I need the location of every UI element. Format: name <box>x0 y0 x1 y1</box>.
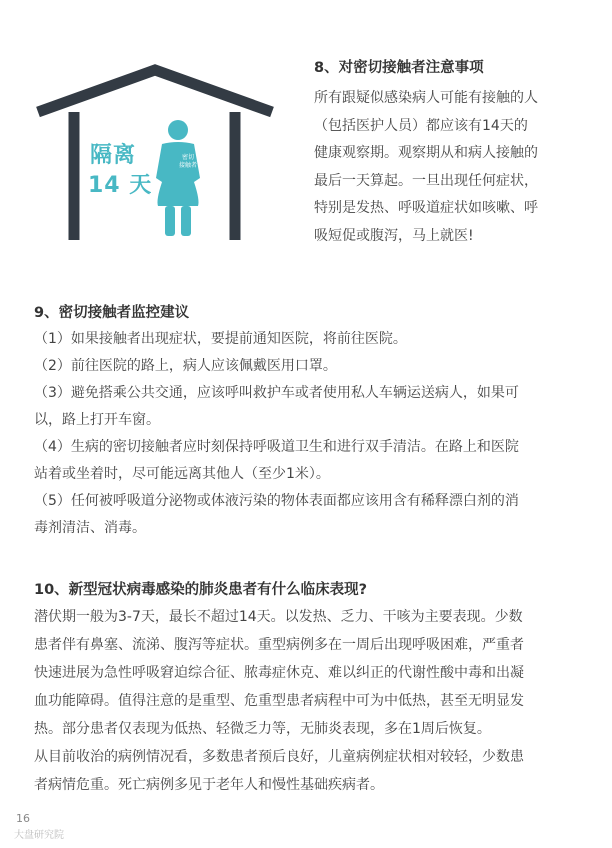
section-10-line: 者病情危重。死亡病例多见于老年人和慢性基础疾病者。 <box>34 777 384 793</box>
section-9-line: （1）如果接触者出现症状，要提前通知医院，将前往医院。 <box>34 331 407 347</box>
section-10-line: 热。部分患者仅表现为低热、轻微乏力等，无肺炎表现，多在1周后恢复。 <box>34 721 491 737</box>
section-9 <box>34 301 582 542</box>
house-icon <box>30 60 280 250</box>
section-10-line: 潜伏期一般为3-7天，最长不超过14天。以发热、乏力、干咳为主要表现。少数 <box>34 609 523 625</box>
watermark: 大盘研究院 <box>14 830 64 841</box>
section-9-line: （5）任何被呼吸道分泌物或体液污染的物体表面都应该用含有稀释漂白剂的消 <box>34 493 519 509</box>
section-9-line: 毒剂清洁、消毒。 <box>34 520 146 536</box>
section-9-line: 以，路上打开车窗。 <box>34 412 160 428</box>
section-8-line: 吸短促或腹泻，马上就医! <box>314 227 474 244</box>
page-number: 16 <box>16 812 30 825</box>
section-8 <box>314 56 594 250</box>
section-8-line: 所有跟疑似感染病人可能有接触的人 <box>314 90 538 106</box>
section-8-heading: 8、对密切接触者注意事项 <box>314 60 484 76</box>
quarantine-days-label: 14 天 <box>88 173 153 198</box>
section-8-line: （包括医护人员）都应该有14天的 <box>314 117 528 134</box>
section-10 <box>34 578 582 799</box>
section-8-line: 特别是发热、呼吸道症状如咳嗽、呼 <box>314 200 538 216</box>
section-10-line: 血功能障碍。值得注意的是重型、危重型患者病程中可为中低热，甚至无明显发 <box>34 693 524 709</box>
section-9-line: （2）前往医院的路上，病人应该佩戴医用口罩。 <box>34 358 337 374</box>
section-8-line: 健康观察期。观察期从和病人接触的 <box>314 145 538 161</box>
section-8-line: 最后一天算起。一旦出现任何症状， <box>314 172 538 189</box>
figure-badge: 密切 接触者 <box>178 154 197 169</box>
section-10-heading: 10、新型冠状病毒感染的肺炎患者有什么临床表现? <box>34 582 368 598</box>
section-10-line: 从目前收治的病例情况看，多数患者预后良好，儿童病例症状相对较轻，少数患 <box>34 749 524 765</box>
section-9-line: 站着或坐着时，尽可能远离其他人（至少1米）。 <box>34 466 330 482</box>
section-10-line: 患者伴有鼻塞、流涕、腹泻等症状。重型病例多在一周后出现呼吸困难，严重者 <box>34 637 524 653</box>
quarantine-label: 隔离 <box>90 143 137 168</box>
quarantine-illustration <box>30 60 280 250</box>
section-9-heading: 9、密切接触者监控建议 <box>34 305 190 321</box>
section-9-line: （3）避免搭乘公共交通，应该呼叫救护车或者使用私人车辆运送病人，如果可 <box>34 385 519 401</box>
section-9-line: （4）生病的密切接触者应时刻保持呼吸道卫生和进行双手清洁。在路上和医院 <box>34 439 519 455</box>
section-10-line: 快速进展为急性呼吸窘迫综合征、脓毒症休克、难以纠正的代谢性酸中毒和出凝 <box>34 665 524 681</box>
person-figure-icon <box>156 120 200 236</box>
